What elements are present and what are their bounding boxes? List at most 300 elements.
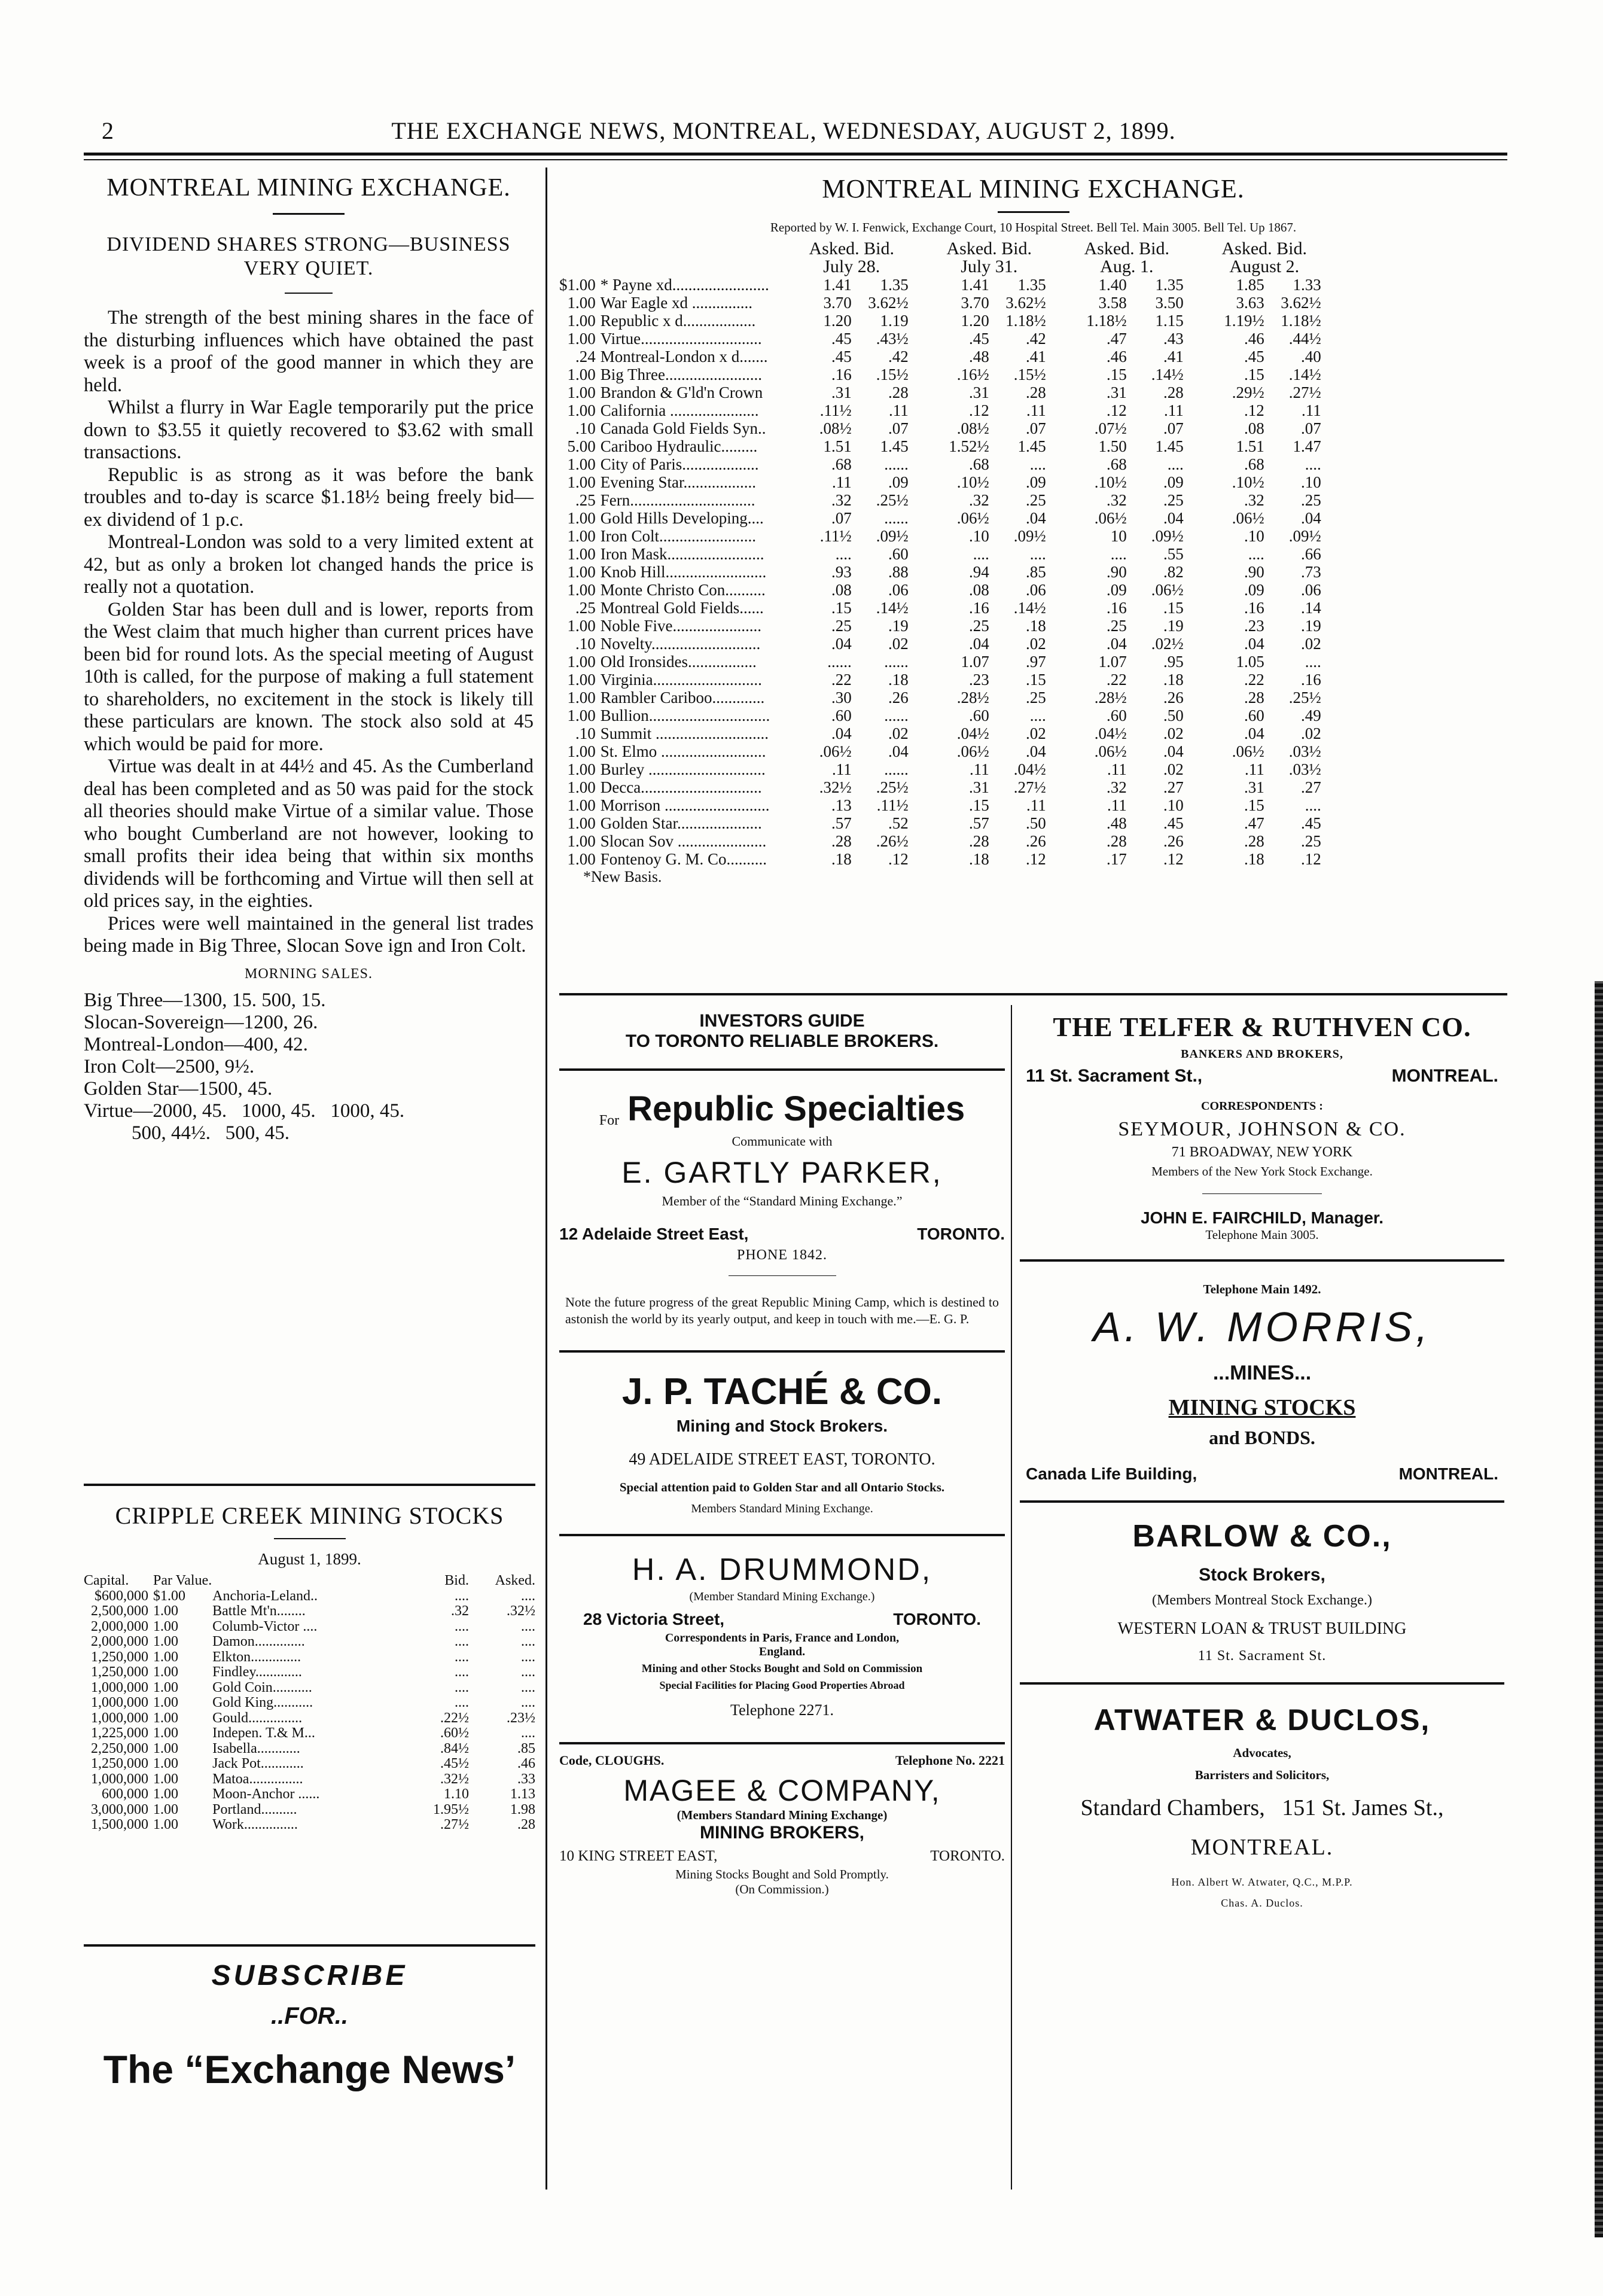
cripple-creek-date: August 1, 1899. <box>258 1550 361 1568</box>
quote-value: .12 <box>969 401 989 419</box>
quote-value: 1.51 <box>823 437 852 455</box>
stock-name: Fontenoy G. M. Co.......... <box>600 850 767 868</box>
quote-value: .26 <box>1163 832 1184 850</box>
table-row <box>84 1680 535 1696</box>
par-value: .10 <box>575 419 596 437</box>
parker-address: 12 Adelaide Street East, <box>559 1225 749 1243</box>
asked-value: .... <box>521 1679 535 1695</box>
table-header: Bid. <box>444 1573 469 1588</box>
table-row <box>559 689 1321 707</box>
table-row <box>559 850 1321 868</box>
quote-value: .49 <box>1301 707 1321 724</box>
par-value: 1.00 <box>567 707 596 724</box>
telfer-corr-name: SEYMOUR, JOHNSON & CO. <box>1118 1118 1406 1140</box>
par-value: 1.00 <box>153 1649 179 1665</box>
quote-value: ...... <box>884 707 909 724</box>
quote-value: 3.62½ <box>1281 294 1321 312</box>
par-value: 1.00 <box>153 1664 179 1680</box>
quote-value: .11 <box>1164 401 1184 419</box>
quote-value: .... <box>1305 455 1321 473</box>
table-row <box>559 599 1321 617</box>
quote-value: .04½ <box>1013 760 1046 778</box>
stock-name: Gould............... <box>212 1710 303 1726</box>
quote-value: .12 <box>1163 850 1184 868</box>
quote-value: .11 <box>1107 796 1127 814</box>
quote-value: .28½ <box>1094 689 1127 707</box>
quote-value: .15 <box>1107 366 1127 383</box>
quote-value: .18 <box>831 850 852 868</box>
asked-value: .32½ <box>507 1603 535 1619</box>
quote-value: .10½ <box>1232 473 1264 491</box>
telfer-manager: JOHN E. FAIRCHILD, Manager. <box>1140 1208 1384 1227</box>
capital: 600,000 <box>102 1786 149 1802</box>
par-value: 1.00 <box>567 778 596 796</box>
subscribe-for: ..FOR.. <box>271 2003 348 2029</box>
parker-communicate: Communicate with <box>732 1134 833 1149</box>
table-row <box>559 348 1321 366</box>
quote-value: .50 <box>1026 814 1046 832</box>
sales-line: Big Three—1300, 15. 500, 15. <box>84 989 326 1011</box>
quote-value: .28 <box>831 832 852 850</box>
quote-value: .14½ <box>876 599 909 617</box>
quote-value: .04 <box>888 742 909 760</box>
investors-guide: INVESTORS GUIDE <box>699 1011 865 1031</box>
quote-value: .94 <box>969 563 989 581</box>
quote-value: .18 <box>969 850 989 868</box>
par-value: 1.00 <box>567 473 596 491</box>
quote-value: .26 <box>1163 689 1184 707</box>
quote-value: .16 <box>831 366 852 383</box>
drummond-special: Special Facilities for Placing Good Properties Abroad <box>659 1679 905 1691</box>
quote-value: .68 <box>969 455 989 473</box>
quote-value: .32 <box>1107 491 1127 509</box>
stock-name: Virginia........................... <box>600 671 762 689</box>
quote-value: .68 <box>831 455 852 473</box>
table-row <box>84 1756 535 1772</box>
morris-stocks: MINING STOCKS <box>1168 1395 1356 1420</box>
quote-value: .32½ <box>819 778 852 796</box>
quote-value: .06 <box>1026 581 1046 599</box>
stock-name: Slocan Sov ...................... <box>600 832 767 850</box>
quote-value: .19 <box>888 617 909 635</box>
masthead-rule <box>84 153 1507 156</box>
capital: 3,000,000 <box>91 1801 149 1817</box>
col-header: Asked. Bid. <box>1221 239 1307 258</box>
table-row <box>559 653 1321 671</box>
quote-value: .25 <box>1107 617 1127 635</box>
quote-value: .66 <box>1301 545 1321 563</box>
capital: 1,225,000 <box>91 1725 149 1741</box>
quote-value: .02 <box>1026 635 1046 653</box>
stock-name: Damon.............. <box>212 1634 305 1649</box>
table-row <box>559 401 1321 419</box>
sales-line: Golden Star—1500, 45. <box>84 1077 273 1100</box>
quote-value: .06½ <box>956 509 989 527</box>
stock-name: Cariboo Hydraulic......... <box>600 437 758 455</box>
drummond-city: TORONTO. <box>893 1610 981 1628</box>
article-paragraph: Prices were well maintained in the general list trades being made in Big Three, Slocan Sove ign and Iron Colt. <box>84 912 534 957</box>
right-ads <box>1020 1011 1504 1910</box>
par-value: 1.00 <box>567 581 596 599</box>
quote-value: .60 <box>969 707 989 724</box>
quote-value: .10½ <box>956 473 989 491</box>
stock-name: Columb-Victor .... <box>212 1618 318 1634</box>
quote-value: .29½ <box>1232 383 1264 401</box>
quote-value: .44½ <box>1288 330 1321 348</box>
stock-name: Golden Star..................... <box>600 814 762 832</box>
quote-value: ...... <box>827 653 852 671</box>
quote-value: .... <box>1305 796 1321 814</box>
quote-value: .09 <box>1107 581 1127 599</box>
par-value: 1.00 <box>153 1771 179 1787</box>
barlow-building: WESTERN LOAN & TRUST BUILDING <box>1117 1619 1407 1638</box>
quote-value: 1.45 <box>880 437 909 455</box>
quote-value: .04 <box>1026 509 1046 527</box>
quote-value: .31 <box>1244 778 1264 796</box>
table-row <box>559 635 1321 653</box>
quote-value: .07 <box>1301 419 1321 437</box>
stock-name: War Eagle xd ............... <box>600 294 753 312</box>
quote-value: .15 <box>1026 671 1046 689</box>
quote-value: .60 <box>888 545 909 563</box>
reported-by: Reported by W. I. Fenwick, Exchange Court, 10 Hospital Street. Bell Tel. Main 3005. Bell Tel. Up 1867. <box>770 220 1297 235</box>
quote-value: .11 <box>1026 796 1046 814</box>
cripple-creek-rows <box>84 1589 535 1833</box>
quote-value: .06 <box>1301 581 1321 599</box>
stock-name: Burley ............................. <box>600 760 766 778</box>
sales-list <box>84 989 534 1144</box>
par-value: 1.00 <box>567 455 596 473</box>
quote-value: .90 <box>1244 563 1264 581</box>
table-row <box>84 1817 535 1833</box>
quote-value: .04 <box>969 635 989 653</box>
masthead-rule-thin <box>84 159 1507 160</box>
quote-value: .28 <box>888 383 909 401</box>
magee-city: TORONTO. <box>930 1848 1005 1864</box>
quote-value: .... <box>1029 455 1046 473</box>
table-row <box>559 419 1321 437</box>
bid-value: .32 <box>450 1603 469 1619</box>
par-value: 1.00 <box>567 671 596 689</box>
quote-value: .02 <box>1163 724 1184 742</box>
quote-value: 3.58 <box>1098 294 1127 312</box>
quote-value: 3.62½ <box>868 294 909 312</box>
middle-ads <box>559 1011 1005 1897</box>
quote-value: .... <box>835 545 852 563</box>
table-row <box>559 312 1321 330</box>
quote-value: .40 <box>1301 348 1321 366</box>
col-date: August 2. <box>1229 257 1300 276</box>
quote-value: .16 <box>969 599 989 617</box>
par-value: 1.00 <box>153 1603 179 1619</box>
par-value: 1.00 <box>567 653 596 671</box>
quote-value: .07 <box>831 509 852 527</box>
quote-value: .93 <box>831 563 852 581</box>
stock-name: Indepen. T.& M... <box>212 1725 315 1741</box>
quote-value: .... <box>1110 545 1127 563</box>
par-value: 1.00 <box>153 1725 179 1741</box>
table-row <box>84 1619 535 1635</box>
stock-name: City of Paris................... <box>600 455 759 473</box>
table-row <box>559 563 1321 581</box>
quote-value: .25 <box>831 617 852 635</box>
par-value: 1.00 <box>153 1801 179 1817</box>
quote-value: .16 <box>1301 671 1321 689</box>
quote-value: .31 <box>831 383 852 401</box>
quote-value: .04 <box>1244 724 1264 742</box>
quote-value: .04½ <box>1094 724 1127 742</box>
quote-value: .06½ <box>1232 742 1264 760</box>
par-value: 1.00 <box>567 401 596 419</box>
quote-value: .45 <box>1163 814 1184 832</box>
table-row <box>84 1802 535 1818</box>
quote-value: .43 <box>1163 330 1184 348</box>
sales-heading: MORNING SALES. <box>244 966 373 982</box>
quote-value: 1.41 <box>961 276 989 294</box>
table-header-row <box>84 1573 535 1589</box>
quote-value: .85 <box>1026 563 1046 581</box>
table-row <box>559 581 1321 599</box>
par-value: 1.00 <box>567 312 596 330</box>
quote-value: .48 <box>969 348 989 366</box>
bid-value: 1.10 <box>443 1786 469 1802</box>
quote-value: .... <box>1248 545 1264 563</box>
quote-value: .02 <box>1301 724 1321 742</box>
quote-value: 1.50 <box>1098 437 1127 455</box>
quote-value: .12 <box>1026 850 1046 868</box>
par-value: 1.00 <box>567 366 596 383</box>
table-row <box>559 330 1321 348</box>
quote-value: 3.62½ <box>1005 294 1046 312</box>
quote-value: .14½ <box>1151 366 1184 383</box>
quote-value: .41 <box>1163 348 1184 366</box>
table-row <box>84 1772 535 1788</box>
stock-name: Portland.......... <box>212 1801 297 1817</box>
quote-value: .60 <box>1107 707 1127 724</box>
table-row <box>559 294 1321 312</box>
subscribe-paper-name: The “Exchange News’ <box>103 2047 516 2091</box>
table-row <box>559 455 1321 473</box>
parker-city: TORONTO. <box>917 1225 1005 1243</box>
quote-value: 1.47 <box>1293 437 1321 455</box>
table-row <box>559 707 1321 724</box>
bid-value: .... <box>454 1588 469 1604</box>
capital: 2,250,000 <box>91 1740 149 1756</box>
quote-value: .... <box>973 545 989 563</box>
quote-value: 1.85 <box>1236 276 1264 294</box>
quote-value: .08 <box>969 581 989 599</box>
article-headline: DIVIDEND SHARES STRONG—BUSINESS VERY QUIET. <box>106 233 511 279</box>
quote-value: .15 <box>1244 366 1264 383</box>
left-section-rule <box>84 1484 535 1486</box>
quote-value: .60 <box>1244 707 1264 724</box>
quote-value: .27 <box>1301 778 1321 796</box>
quote-value: .09 <box>1163 473 1184 491</box>
stock-name: Brandon & G'ld'n Crown <box>600 383 763 401</box>
left-section-title: MONTREAL MINING EXCHANGE. <box>106 174 511 202</box>
quote-value: .11½ <box>876 796 909 814</box>
quote-value: .28 <box>1163 383 1184 401</box>
quote-value: .11 <box>1026 401 1046 419</box>
quote-value: .11 <box>1302 401 1321 419</box>
cripple-creek-section <box>84 1502 535 1833</box>
table-row <box>84 1695 535 1711</box>
quote-value: .15 <box>1244 796 1264 814</box>
quote-value: .25½ <box>1288 689 1321 707</box>
quote-value: .12 <box>1244 401 1264 419</box>
quote-value: .45 <box>1244 348 1264 366</box>
stock-name: Iron Mask........................ <box>600 545 764 563</box>
quote-value: .09 <box>888 473 909 491</box>
drummond-name: H. A. DRUMMOND, <box>632 1552 932 1587</box>
table-row <box>84 1741 535 1757</box>
stock-name: Noble Five...................... <box>600 617 761 635</box>
parker-name: E. GARTLY PARKER, <box>621 1156 943 1189</box>
drummond-member: (Member Standard Mining Exchange.) <box>689 1590 875 1603</box>
quote-value: .14½ <box>1288 366 1321 383</box>
atwater-partner: Chas. A. Duclos. <box>1221 1897 1303 1909</box>
sales-line: 500, 44½. 500, 45. <box>132 1122 289 1144</box>
exchange-bottom-rule <box>559 993 1507 995</box>
bid-value: .... <box>454 1679 469 1695</box>
quote-value: .32 <box>969 491 989 509</box>
asked-value: .... <box>521 1588 535 1604</box>
quote-value: .... <box>1167 455 1184 473</box>
quote-value: .57 <box>831 814 852 832</box>
quote-value: .25 <box>1026 491 1046 509</box>
quote-value: .15 <box>1163 599 1184 617</box>
table-header: Asked. <box>495 1573 535 1588</box>
quote-value: 1.07 <box>1098 653 1127 671</box>
table-row <box>84 1726 535 1741</box>
par-value: 1.00 <box>567 814 596 832</box>
quote-value: .18 <box>888 671 909 689</box>
page-edge-band <box>1595 981 1603 2237</box>
par-value: 1.00 <box>567 563 596 581</box>
par-value: 1.00 <box>153 1817 179 1832</box>
quote-value: .88 <box>888 563 909 581</box>
quote-value: .23 <box>969 671 989 689</box>
quote-value: .04 <box>831 635 852 653</box>
table-row <box>84 1711 535 1726</box>
column-rule-2 <box>1011 1005 1012 2190</box>
telfer-phone: Telephone Main 3005. <box>1205 1228 1319 1242</box>
tache-name: J. P. TACHÉ & CO. <box>621 1371 943 1412</box>
quote-value: .04 <box>1244 635 1264 653</box>
barlow-address: 11 St. Sacrament St. <box>1197 1648 1327 1664</box>
table-row <box>559 814 1321 832</box>
quote-value: .03½ <box>1288 760 1321 778</box>
quote-value: .11 <box>1245 760 1264 778</box>
parker-member: Member of the “Standard Mining Exchange.” <box>662 1193 903 1208</box>
quote-value: .08 <box>831 581 852 599</box>
quote-value: .10½ <box>1094 473 1127 491</box>
stock-name: Novelty........................... <box>600 635 761 653</box>
quote-value: .26 <box>888 689 909 707</box>
quote-value: .09½ <box>1013 527 1046 545</box>
table-header-row <box>559 240 1321 258</box>
quote-value: .09½ <box>1151 527 1184 545</box>
tache-sub: Mining and Stock Brokers. <box>676 1417 888 1435</box>
article-paragraph: Montreal-London was sold to a very limited extent at 42, but as only a broken lot changed hands the price is really not a quotation. <box>84 531 534 598</box>
quote-value: 1.18½ <box>1281 312 1321 330</box>
col-date: Aug. 1. <box>1100 257 1154 276</box>
quote-value: .04 <box>1301 509 1321 527</box>
tache-address: 49 ADELAIDE STREET EAST, TORONTO. <box>629 1450 935 1469</box>
quote-value: .06½ <box>1094 509 1127 527</box>
par-value: $1.00 <box>153 1588 186 1604</box>
quote-value: .08 <box>1244 419 1264 437</box>
table-header <box>212 1573 412 1589</box>
table-row <box>559 437 1321 455</box>
stock-name: Canada Gold Fields Syn.. <box>600 419 766 437</box>
quote-value: .60 <box>831 707 852 724</box>
quote-value: .04 <box>1026 742 1046 760</box>
par-value: 1.00 <box>567 742 596 760</box>
quote-value: .25 <box>1301 491 1321 509</box>
capital: 2,000,000 <box>91 1634 149 1649</box>
col-date: July 28. <box>823 257 880 276</box>
table-row <box>559 509 1321 527</box>
par-value: 1.00 <box>567 832 596 850</box>
bid-value: .22½ <box>440 1710 469 1726</box>
capital: 1,000,000 <box>91 1710 149 1726</box>
cripple-creek-table <box>84 1573 535 1833</box>
bid-value: .60½ <box>440 1725 469 1741</box>
par-value: .24 <box>575 348 596 366</box>
quote-value: ...... <box>884 760 909 778</box>
quote-value: .02 <box>1301 635 1321 653</box>
quote-value: 10 <box>1110 527 1127 545</box>
quote-value: .15½ <box>876 366 909 383</box>
quote-value: .10 <box>1163 796 1184 814</box>
quote-value: 1.05 <box>1236 653 1264 671</box>
quote-value: .42 <box>1026 330 1046 348</box>
quote-value: .82 <box>1163 563 1184 581</box>
quote-value: .02 <box>1163 760 1184 778</box>
telfer-sub: BANKERS AND BROKERS, <box>1181 1047 1343 1061</box>
quote-value: .10 <box>1301 473 1321 491</box>
quote-value: .13 <box>831 796 852 814</box>
quote-value: .11 <box>970 760 989 778</box>
quote-value: .06 <box>888 581 909 599</box>
morris-phone: Telephone Main 1492. <box>1203 1282 1321 1296</box>
stock-name: Isabella............ <box>212 1740 300 1756</box>
sales-line: Iron Colt—2500, 9½. <box>84 1055 255 1077</box>
table-row <box>559 742 1321 760</box>
magee-address: 10 KING STREET EAST, <box>559 1848 718 1864</box>
magee-bought: Mining Stocks Bought and Sold Promptly. <box>675 1867 889 1881</box>
quote-value: .06½ <box>1151 581 1184 599</box>
quote-value: .09½ <box>1288 527 1321 545</box>
quote-value: .68 <box>1244 455 1264 473</box>
quote-value: .15½ <box>1013 366 1046 383</box>
quote-value: .28 <box>969 832 989 850</box>
table-row <box>84 1634 535 1650</box>
quote-value: .68 <box>1107 455 1127 473</box>
quote-value: .14½ <box>1013 599 1046 617</box>
telfer-name: THE TELFER & RUTHVEN CO. <box>1053 1012 1471 1042</box>
quote-value: ...... <box>884 653 909 671</box>
table-header: Par Value. <box>153 1573 212 1588</box>
quote-value: .18 <box>1026 617 1046 635</box>
quote-value: .11½ <box>819 401 852 419</box>
left-article <box>84 173 534 1144</box>
table-row <box>559 778 1321 796</box>
stock-name: St. Elmo .......................... <box>600 742 766 760</box>
stock-name: Montreal Gold Fields...... <box>600 599 764 617</box>
article-body <box>84 307 534 958</box>
